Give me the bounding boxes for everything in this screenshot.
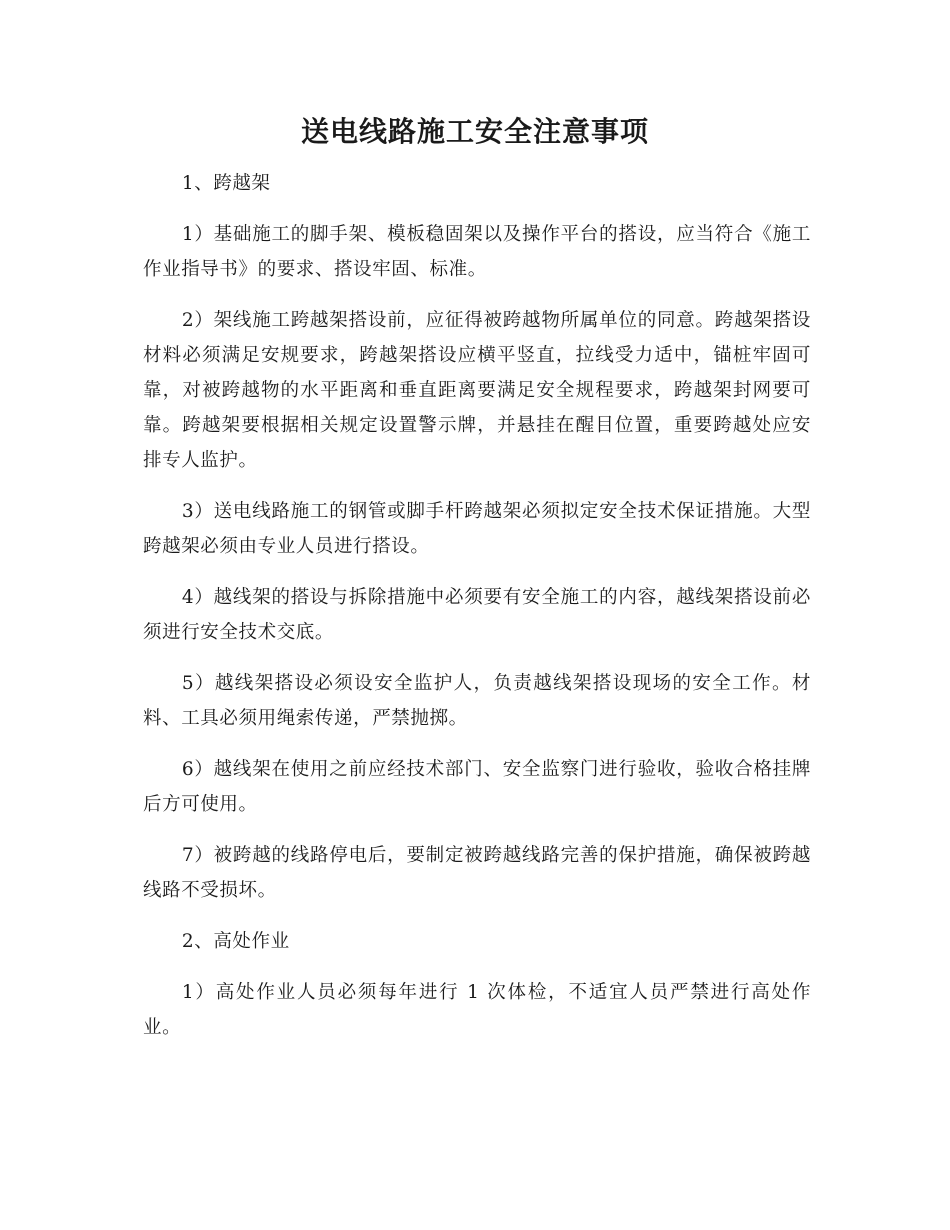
section-heading-crossing-frame: 1、跨越架 <box>181 173 271 194</box>
document-body <box>143 166 811 1061</box>
paragraph: 1）基础施工的脚手架、模板稳固架以及操作平台的搭设，应当符合《施工作业指导书》的要求、搭设牢固、标准。 <box>143 224 811 280</box>
section-heading-work-at-height: 2、高处作业 <box>181 931 290 952</box>
paragraph: 6）越线架在使用之前应经技术部门、安全监察门进行验收，验收合格挂牌后方可使用。 <box>143 759 811 815</box>
paragraph: 2）架线施工跨越架搭设前，应征得被跨越物所属单位的同意。跨越架搭设材料必须满足安规要求，跨越架搭设应横平竖直，拉线受力适中，锚桩牢固可靠，对被跨越物的水平距离和垂直距离要满足安全规程要求，跨越架封网要可靠。跨越架要根据相关规定设置警示牌，并悬挂在醒目位置，重要跨越处应安排专人监护。 <box>143 310 811 471</box>
paragraph: 7）被跨越的线路停电后，要制定被跨越线路完善的保护措施，确保被跨越线路不受损坏。 <box>143 845 811 901</box>
paragraph: 5）越线架搭设必须设安全监护人，负责越线架搭设现场的安全工作。材料、工具必须用绳索传递，严禁抛掷。 <box>143 673 811 729</box>
paragraph: 4）越线架的搭设与拆除措施中必须要有安全施工的内容，越线架搭设前必须进行安全技术交底。 <box>143 587 811 643</box>
document-title: 送电线路施工安全注意事项 <box>300 115 649 148</box>
paragraph: 3）送电线路施工的钢管或脚手杆跨越架必须拟定安全技术保证措施。大型跨越架必须由专业人员进行搭设。 <box>143 501 811 557</box>
paragraph: 1）高处作业人员必须每年进行 1 次体检，不适宜人员严禁进行高处作业。 <box>143 982 811 1038</box>
